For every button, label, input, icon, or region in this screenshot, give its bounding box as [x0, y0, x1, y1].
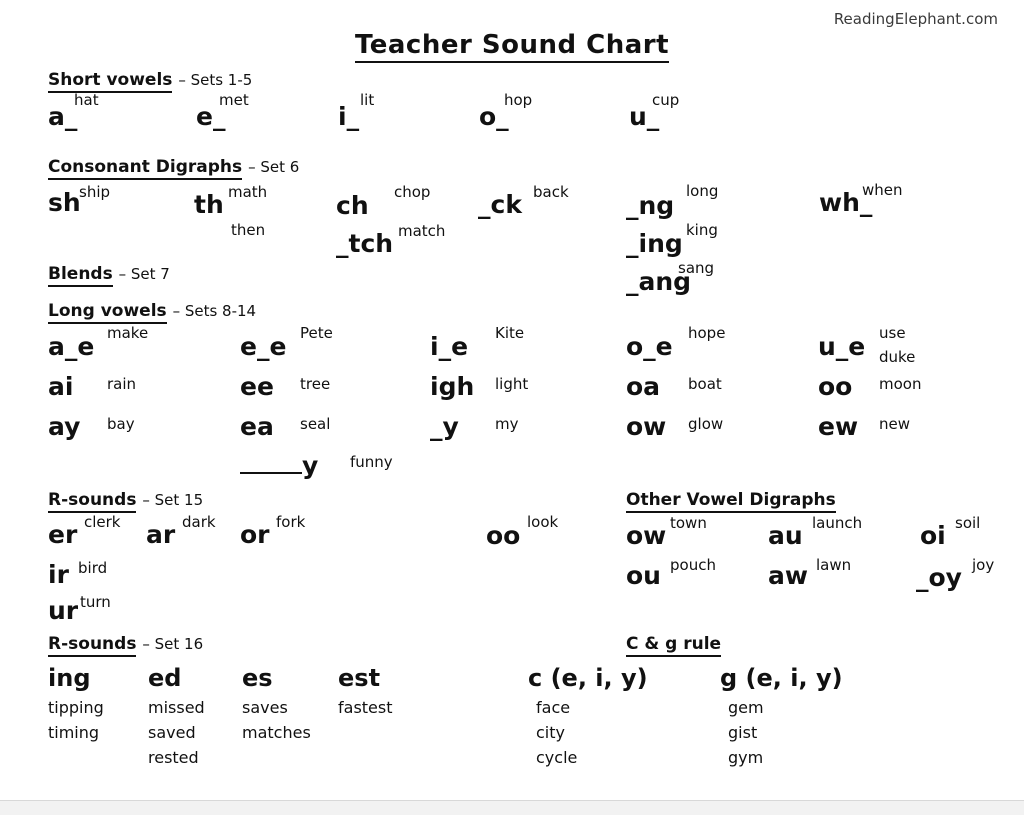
example-word: king [686, 221, 718, 239]
example-word: math [228, 183, 268, 201]
watermark: ReadingElephant.com [833, 10, 998, 28]
grapheme: oa [626, 372, 661, 401]
example-word: long [686, 182, 719, 200]
g-rule-word: gem [728, 698, 764, 717]
example-word: light [495, 375, 529, 393]
example-word: cup [652, 91, 680, 109]
suffix-ending: est [338, 664, 381, 692]
grapheme: a_e [48, 332, 95, 361]
grapheme: _tch [336, 229, 394, 258]
example-word: match [398, 222, 446, 240]
c-g-rule-label: C & g rule [626, 634, 721, 657]
grapheme: oo [818, 372, 853, 401]
grapheme: igh [430, 372, 475, 401]
section-heading-long-vowels [48, 301, 256, 321]
grapheme-y: y [302, 451, 319, 480]
suffix-word: saves [242, 698, 288, 717]
grapheme: ay [48, 412, 81, 441]
grapheme: o_e [626, 332, 673, 361]
suffix-word: matches [242, 723, 311, 742]
grapheme: th [194, 190, 224, 219]
example-word: town [670, 514, 707, 532]
c-rule-word: cycle [536, 748, 578, 767]
suffix-word: missed [148, 698, 205, 717]
example-word: hat [74, 91, 99, 109]
example-word: Kite [495, 324, 525, 342]
suffix-word: rested [148, 748, 199, 767]
long-vowels-label: Long vowels [48, 301, 167, 324]
suffix-ending: ing [48, 664, 91, 692]
grapheme: au [768, 521, 803, 550]
g-rule-word: gym [728, 748, 764, 767]
example-word: then [231, 221, 266, 239]
example-word: rain [107, 375, 137, 393]
example-word: ship [79, 183, 111, 201]
grapheme: u_ [629, 102, 660, 131]
section-heading-consonant-digraphs [48, 157, 299, 177]
suffix-ending: ed [148, 664, 182, 692]
example-word: sang [678, 259, 715, 277]
grapheme: _ck [478, 190, 522, 219]
example-word: glow [688, 415, 724, 433]
r-sounds-16-label: R-sounds [48, 634, 136, 657]
blends-label: Blends [48, 264, 113, 287]
grapheme: ea [240, 412, 274, 441]
grapheme: er [48, 520, 78, 549]
example-word: lawn [816, 556, 852, 574]
example-word: seal [300, 415, 331, 433]
section-heading-r-sounds-16 [48, 634, 203, 654]
r-sounds-15-sets: – Set 15 [142, 491, 204, 509]
grapheme: or [240, 520, 270, 549]
grapheme: oi [920, 521, 946, 550]
example-word: moon [879, 375, 922, 393]
example-word: new [879, 415, 911, 433]
grapheme: i_e [430, 332, 469, 361]
example-word: lit [360, 91, 375, 109]
grapheme: _ang [626, 267, 692, 296]
page-bottom-strip [0, 800, 1024, 815]
grapheme: ur [48, 596, 79, 625]
grapheme: ow [626, 521, 667, 550]
suffix-word: tipping [48, 698, 104, 717]
grapheme: ir [48, 560, 69, 589]
example-word: back [533, 183, 569, 201]
grapheme: i_ [338, 102, 360, 131]
grapheme: ew [818, 412, 859, 441]
other-vowel-digraphs-label: Other Vowel Digraphs [626, 490, 836, 513]
r-sounds-16-sets: – Set 16 [142, 635, 204, 653]
page-title [0, 30, 1024, 60]
grapheme: _oy [916, 563, 962, 592]
grapheme: _ing [626, 229, 683, 258]
example-word: launch [812, 514, 863, 532]
grapheme: ai [48, 372, 74, 401]
grapheme: e_ [196, 102, 226, 131]
example-word: Pete [300, 324, 333, 342]
example-word: clerk [84, 513, 121, 531]
example-word: tree [300, 375, 331, 393]
consonant-digraphs-sets: – Set 6 [248, 158, 300, 176]
section-heading-c-g-rule [626, 634, 721, 654]
example-word: dark [182, 513, 216, 531]
c-rule-word: face [536, 698, 571, 717]
grapheme: u_e [818, 332, 866, 361]
grapheme: sh [48, 188, 81, 217]
example-word: look [527, 513, 559, 531]
page-title-text: Teacher Sound Chart [355, 30, 669, 63]
grapheme: ar [146, 520, 176, 549]
grapheme [240, 451, 318, 480]
short-vowels-sets: – Sets 1-5 [178, 71, 253, 89]
example-word: bird [78, 559, 108, 577]
example-word: use [879, 324, 906, 342]
section-heading-blends [48, 264, 170, 284]
grapheme: o_ [479, 102, 509, 131]
grapheme: wh_ [819, 188, 873, 217]
grapheme: aw [768, 561, 808, 590]
example-word: chop [394, 183, 431, 201]
grapheme: ee [240, 372, 274, 401]
grapheme: oo [486, 521, 521, 550]
section-heading-r-sounds-15 [48, 490, 203, 510]
suffix-word: saved [148, 723, 196, 742]
example-word: boat [688, 375, 722, 393]
example-word: fork [276, 513, 306, 531]
g-rule-label: g (e, i, y) [720, 664, 843, 692]
grapheme: e_e [240, 332, 287, 361]
example-word: bay [107, 415, 135, 433]
example-word: funny [350, 453, 393, 471]
grapheme: ow [626, 412, 667, 441]
r-sounds-15-label: R-sounds [48, 490, 136, 513]
suffix-word: fastest [338, 698, 393, 717]
example-word: met [219, 91, 249, 109]
grapheme: ch [336, 191, 369, 220]
c-rule-word: city [536, 723, 565, 742]
consonant-digraphs-label: Consonant Digraphs [48, 157, 242, 180]
suffix-word: timing [48, 723, 100, 742]
example-word: make [107, 324, 149, 342]
example-word: turn [80, 593, 111, 611]
suffix-ending: es [242, 664, 273, 692]
section-heading-short-vowels [48, 70, 252, 90]
c-rule-label: c (e, i, y) [528, 664, 648, 692]
example-word: pouch [670, 556, 716, 574]
grapheme: a_ [48, 102, 78, 131]
blank-line-icon [240, 458, 302, 474]
long-vowels-sets: – Sets 8-14 [172, 302, 257, 320]
grapheme: ou [626, 561, 661, 590]
grapheme: _y [430, 412, 459, 441]
blends-sets: – Set 7 [118, 265, 170, 283]
example-word: soil [955, 514, 981, 532]
g-rule-word: gist [728, 723, 758, 742]
example-word: joy [972, 556, 995, 574]
grapheme: _ng [626, 191, 675, 220]
example-word: when [862, 181, 903, 199]
section-heading-other-vowel-digraphs [626, 490, 836, 510]
example-word: hop [504, 91, 533, 109]
short-vowels-label: Short vowels [48, 70, 172, 93]
example-word: duke [879, 348, 916, 366]
example-word: my [495, 415, 519, 433]
example-word: hope [688, 324, 726, 342]
